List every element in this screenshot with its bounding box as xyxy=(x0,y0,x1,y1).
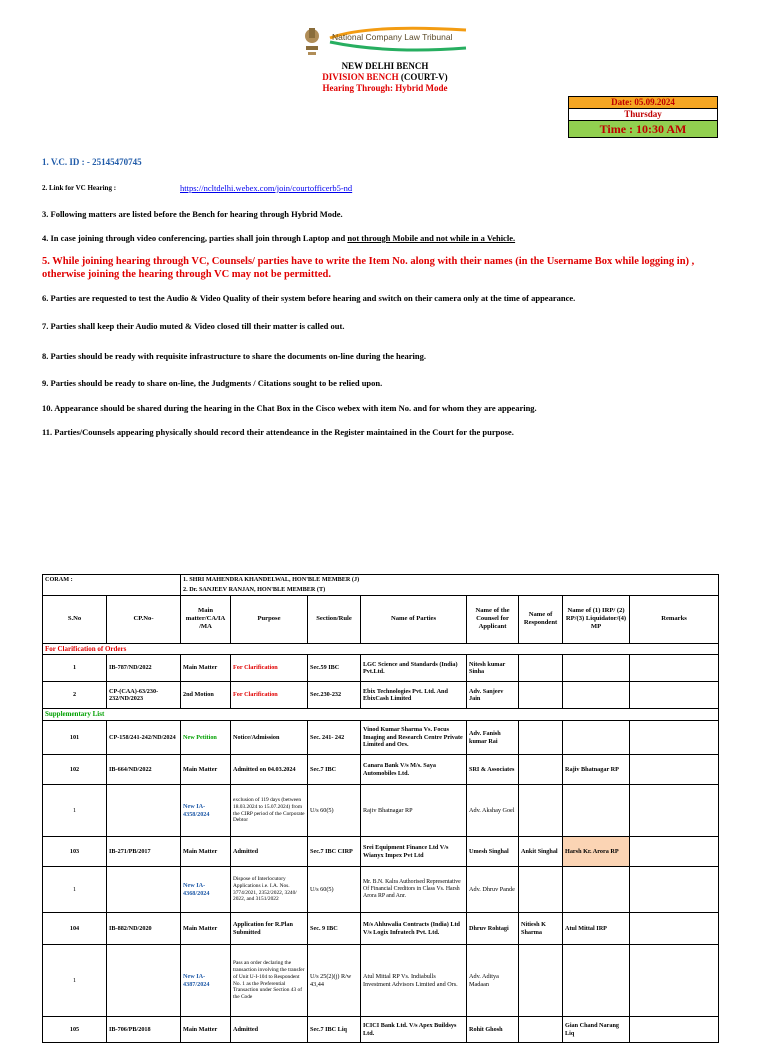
col-counsel: Name of the Counsel for Applicant xyxy=(467,595,519,643)
table-row xyxy=(43,945,719,1017)
row-sno: 1 xyxy=(43,655,107,682)
row-sno: 102 xyxy=(43,755,107,785)
row-parties: Canara Bank V/s M/s. Saya Automobiles Ltd. xyxy=(361,755,467,785)
vc-id: 1. V.C. ID : - 25145470745 xyxy=(42,157,142,167)
row-respondent xyxy=(519,1017,563,1043)
note-4-text: 4. In case joining through video conferencing, parties shall join through Laptop and xyxy=(42,233,348,243)
row-section: Sec.7 IBC Liq xyxy=(308,1017,361,1043)
row-sno: 1 xyxy=(43,867,107,913)
note-9: 9. Parties should be ready to share on-line, the Judgments / Citations sought to be relied upon. xyxy=(42,378,383,388)
note-4-underlined: not through Mobile and not while in a Vehicle. xyxy=(347,233,516,243)
row-counsel: Adv. Aditya Madaan xyxy=(467,945,519,1017)
col-irp: Name of (1) IRP/ (2) RP/(3) Liquidator/(4) MP xyxy=(563,595,630,643)
row-cp xyxy=(107,867,181,913)
coram-row-1 xyxy=(43,575,719,585)
national-emblem-icon xyxy=(300,24,324,58)
row-respondent: Ankit Singhal xyxy=(519,837,563,867)
coram-member-1: 1. SHRI MAHENDRA KHANDELWAL, HON'BLE MEMBER (J) xyxy=(181,575,719,585)
row-section: Sec.230-232 xyxy=(308,682,361,709)
row-irp xyxy=(563,785,630,837)
row-remarks xyxy=(630,682,719,709)
division-black: (COURT-V) xyxy=(398,72,448,82)
col-parties: Name of Parties xyxy=(361,595,467,643)
table-row xyxy=(43,1017,719,1043)
row-respondent: Nitiesh K Sharma xyxy=(519,913,563,945)
section-clarification-label: For Clarification of Orders xyxy=(43,643,719,655)
row-counsel: Adv. Dhruv Pande xyxy=(467,867,519,913)
table-row xyxy=(43,655,719,682)
hearing-mode: Hearing Through: Hybrid Mode xyxy=(322,83,448,93)
row-remarks xyxy=(630,785,719,837)
row-purpose: Pass an order declaring the transaction involving the transfer of Unit U-I-104 to Respondent No. 1 as the Preferential Transaction under Section 43 of the Code xyxy=(231,945,308,1017)
row-purpose: Admitted xyxy=(231,1017,308,1043)
division-title xyxy=(220,72,550,82)
row-section: Sec. 241- 242 xyxy=(308,721,361,755)
row-cp: IB-664/ND/2022 xyxy=(107,755,181,785)
row-cp xyxy=(107,945,181,1017)
note-10: 10. Appearance should be shared during the hearing in the Chat Box in the Cisco webex with item No. and for whom they are appearing. xyxy=(42,403,537,413)
row-irp xyxy=(563,682,630,709)
row-remarks xyxy=(630,867,719,913)
row-purpose: For Clarification xyxy=(231,655,308,682)
row-parties: Srei Equipment Finance Ltd V/s Wianyx Impex Pvt Ltd xyxy=(361,837,467,867)
vc-link-text[interactable]: https://ncltdelhi.webex.com/join/courtofficerb5-nd xyxy=(180,183,353,193)
row-sno: 103 xyxy=(43,837,107,867)
row-irp xyxy=(563,655,630,682)
row-section: U/s 60(5) xyxy=(308,785,361,837)
date-box xyxy=(568,96,718,138)
bench-title: NEW DELHI BENCH xyxy=(341,61,429,71)
row-section: Sec.59 IBC xyxy=(308,655,361,682)
row-counsel: SRI & Associates xyxy=(467,755,519,785)
note-11: 11. Parties/Counsels appearing physically should record their attendeance in the Register maintained in the Court for the purpose. xyxy=(42,427,514,437)
section-supplementary xyxy=(43,709,719,721)
row-purpose: exclusion of 119 days (between 18.03.2024 to 15.07.2024) from the CIRP period of the Corporate Debtor xyxy=(231,785,308,837)
row-type: Main Matter xyxy=(181,755,231,785)
time-value: Time : 10:30 AM xyxy=(569,121,717,137)
row-section: Sec. 9 IBC xyxy=(308,913,361,945)
row-respondent xyxy=(519,721,563,755)
day-value: Thursday xyxy=(569,109,717,121)
row-counsel: Adv. Fanish kumar Rai xyxy=(467,721,519,755)
row-respondent xyxy=(519,945,563,1017)
division-red: DIVISION BENCH xyxy=(322,72,399,82)
row-parties: Ebix Technologies Pvt. Ltd. And EbixCash Limited xyxy=(361,682,467,709)
row-cp: CP-158/241-242/ND/2024 xyxy=(107,721,181,755)
row-type: Main Matter xyxy=(181,655,231,682)
table-row xyxy=(43,682,719,709)
row-remarks xyxy=(630,837,719,867)
row-cp: CP-(CAA)-63/230-232/ND/2023 xyxy=(107,682,181,709)
col-purpose: Purpose xyxy=(231,595,308,643)
logo-text: National Company Law Tribunal xyxy=(332,32,453,42)
section-supplementary-label: Supplementary List xyxy=(43,709,719,721)
row-sno: 101 xyxy=(43,721,107,755)
row-parties: Vinod Kumar Sharma Vs. Focus Imaging and Research Centre Private Limited and Ors. xyxy=(361,721,467,755)
table-row xyxy=(43,837,719,867)
col-sno: S.No xyxy=(43,595,107,643)
row-purpose: Dispose of Interlocutory Applications i.e. I.A. Nos. 3774/2021, 2352/2022, 3240/ 2022, and 3151/2022 xyxy=(231,867,308,913)
vc-link[interactable] xyxy=(180,183,352,193)
row-parties: Atul Mittal RP Vs. Indiabulls Investment Advisors Limited and Ors. xyxy=(361,945,467,1017)
date-value: Date: 05.09.2024 xyxy=(569,97,717,109)
col-respondent: Name of Respondent xyxy=(519,595,563,643)
row-parties: Mr. B.N. Kalra Authorised Representative Of Financial Creditors in Class Vs. Harsh Arora RP and Anr. xyxy=(361,867,467,913)
row-section: U/s 25(2)(j) R/w 43,44 xyxy=(308,945,361,1017)
row-sno: 1 xyxy=(43,785,107,837)
row-counsel: Rohit Ghosh xyxy=(467,1017,519,1043)
row-counsel: Nitesh kumar Sinha xyxy=(467,655,519,682)
row-remarks xyxy=(630,1017,719,1043)
row-irp: Atul Mittal IRP xyxy=(563,913,630,945)
row-counsel: Adv. Akshay Goel xyxy=(467,785,519,837)
row-irp: Rajiv Bhatnagar RP xyxy=(563,755,630,785)
header-row xyxy=(43,595,719,643)
row-type: 2nd Motion xyxy=(181,682,231,709)
row-sno: 1 xyxy=(43,945,107,1017)
row-section: Sec.7 IBC xyxy=(308,755,361,785)
note-8: 8. Parties should be ready with requisite infrastructure to share the documents on-line during the hearing. xyxy=(42,351,426,361)
row-purpose: For Clarification xyxy=(231,682,308,709)
row-respondent xyxy=(519,867,563,913)
row-purpose: Notice/Admission xyxy=(231,721,308,755)
note-5: 5. While joining hearing through VC, Counsels/ parties have to write the Item No. along with their names (in the Username Box while logging in) , otherwise joining the hearing through VC may not be permitted. xyxy=(42,256,695,280)
row-counsel: Umesh Singhal xyxy=(467,837,519,867)
row-counsel: Adv. Sanjeev Jain xyxy=(467,682,519,709)
row-section: Sec.7 IBC CIRP xyxy=(308,837,361,867)
row-irp: Gian Chand Narang Liq xyxy=(563,1017,630,1043)
row-purpose: Admitted on 04.03.2024 xyxy=(231,755,308,785)
coram-label: CORAM : xyxy=(43,575,181,596)
note-4 xyxy=(42,233,515,243)
note-3: 3. Following matters are listed before the Bench for hearing through Hybrid Mode. xyxy=(42,209,343,219)
row-irp xyxy=(563,867,630,913)
row-respondent xyxy=(519,682,563,709)
section-clarification xyxy=(43,643,719,655)
row-remarks xyxy=(630,721,719,755)
row-respondent xyxy=(519,655,563,682)
row-cp: IB-787/ND/2022 xyxy=(107,655,181,682)
table-row xyxy=(43,755,719,785)
table-row xyxy=(43,913,719,945)
col-remarks: Remarks xyxy=(630,595,719,643)
nclt-logo xyxy=(300,24,470,62)
coram-member-2: 2. Dr. SANJEEV RANJAN, HON'BLE MEMBER (T) xyxy=(181,585,719,595)
row-parties: M/s Ahluwalia Contracts (India) Ltd V/s Logix Infratech Pvt. Ltd. xyxy=(361,913,467,945)
row-cp: IB-882/ND/2020 xyxy=(107,913,181,945)
col-cpno: CP.No- xyxy=(107,595,181,643)
row-type: New IA-4368/2024 xyxy=(181,867,231,913)
row-irp xyxy=(563,721,630,755)
row-irp xyxy=(563,945,630,1017)
row-sno: 105 xyxy=(43,1017,107,1043)
row-remarks xyxy=(630,655,719,682)
row-cp xyxy=(107,785,181,837)
row-cp: IB-706/PB/2018 xyxy=(107,1017,181,1043)
row-section: U/s 60(5) xyxy=(308,867,361,913)
row-type: New IA-4358/2024 xyxy=(181,785,231,837)
col-matter: Main matter/CA/IA /MA xyxy=(181,595,231,643)
row-remarks xyxy=(630,755,719,785)
row-sno: 104 xyxy=(43,913,107,945)
table-row xyxy=(43,867,719,913)
row-sno: 2 xyxy=(43,682,107,709)
row-irp: Harsh Kr. Arora RP xyxy=(563,837,630,867)
note-7: 7. Parties shall keep their Audio muted & Video closed till their matter is called out. xyxy=(42,321,345,331)
row-type: Main Matter xyxy=(181,837,231,867)
row-type: Main Matter xyxy=(181,1017,231,1043)
note-6: 6. Parties are requested to test the Audio & Video Quality of their system before hearing and switch on their camera only at the time of appearance. xyxy=(42,293,576,303)
col-section: Section/Rule xyxy=(308,595,361,643)
row-remarks xyxy=(630,945,719,1017)
row-type: New IA-4387/2024 xyxy=(181,945,231,1017)
row-purpose: Application for R.Plan Submitted xyxy=(231,913,308,945)
row-parties: LGC Science and Standards (India) Pvt.Ltd. xyxy=(361,655,467,682)
row-parties: ICICI Bank Ltd. V/s Apex Buildsys Ltd. xyxy=(361,1017,467,1043)
row-type: New Petition xyxy=(181,721,231,755)
row-counsel: Dhruv Rohtagi xyxy=(467,913,519,945)
row-cp: IB-271/PB/2017 xyxy=(107,837,181,867)
table-row xyxy=(43,721,719,755)
row-purpose: Admitted xyxy=(231,837,308,867)
link-label: 2. Link for VC Hearing : xyxy=(42,184,117,192)
cause-list-table xyxy=(42,574,719,1043)
row-type: Main Matter xyxy=(181,913,231,945)
row-remarks xyxy=(630,913,719,945)
row-respondent xyxy=(519,785,563,837)
table-row xyxy=(43,785,719,837)
row-parties: Rajiv Bhatnagar RP xyxy=(361,785,467,837)
row-respondent xyxy=(519,755,563,785)
